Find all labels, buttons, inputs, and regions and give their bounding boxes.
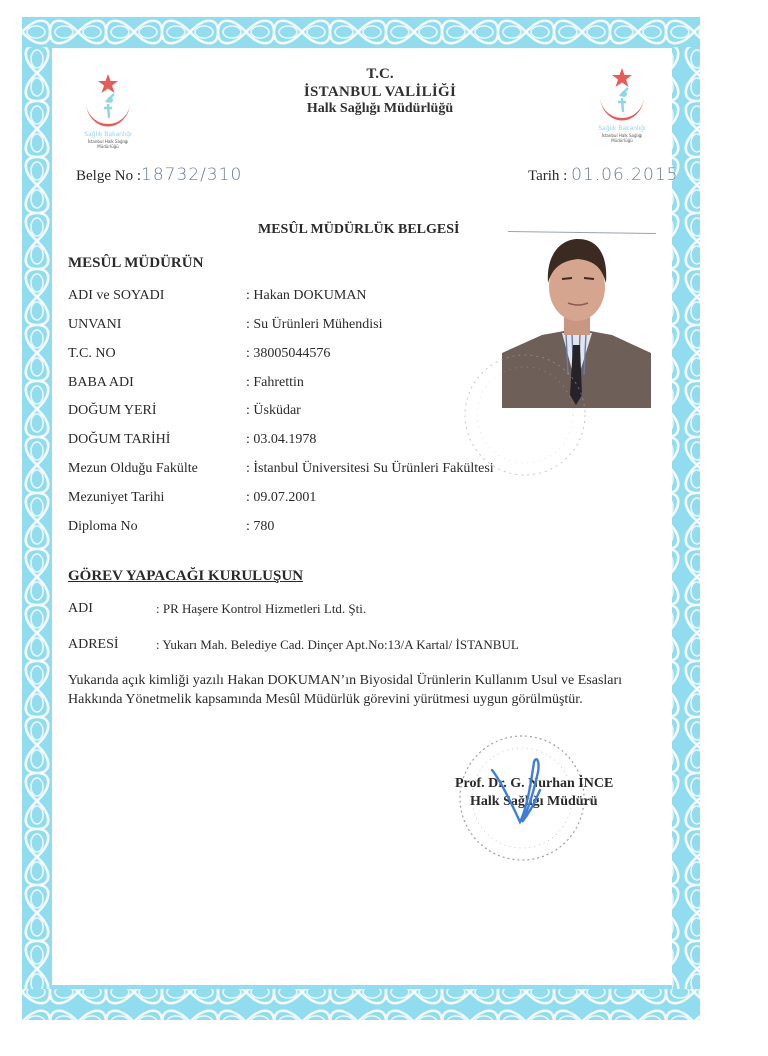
approval-statement: Yukarıda açık kimliği yazılı Hakan DOKUMAN’ın Biyosidal Ürünlerin Kullanım Usul ve Esasları Hakkında Yönetmelik kapsamında Mesûl Müdürlük görevini yürütmesi uygun görülmüştür.: [68, 673, 623, 707]
org-field-label: ADRESİ: [68, 637, 119, 652]
header-tc: T.C.: [366, 66, 394, 82]
handwritten-signature: [490, 750, 550, 830]
svg-text:Sağlık Bakanlığı: Sağlık Bakanlığı: [84, 131, 132, 138]
org-field-label: ADI: [68, 601, 93, 616]
official-stamp-faint: [455, 345, 595, 485]
field-label: UNVANI: [68, 317, 122, 332]
document-date-value: 01.06.2015: [571, 165, 679, 185]
field-label: DOĞUM TARİHİ: [68, 432, 171, 447]
document-number-label: Belge No :: [76, 168, 141, 184]
manager-section-title: MESÛL MÜDÜRÜN: [68, 255, 204, 271]
document-date-label: Tarih :: [528, 168, 568, 184]
svg-text:İstanbul Halk Sağlığı: İstanbul Halk Sağlığı: [87, 139, 129, 144]
header-governorship: İSTANBUL VALİLİĞİ: [303, 84, 457, 100]
field-label: BABA ADI: [68, 375, 134, 390]
field-label: Diploma No: [68, 519, 138, 534]
field-value: : Üsküdar: [246, 403, 301, 418]
document-number: [76, 165, 242, 185]
svg-text:Müdürlüğü: Müdürlüğü: [611, 138, 633, 143]
svg-text:Sağlık Bakanlığı: Sağlık Bakanlığı: [598, 125, 646, 132]
document-number-value: 18732/310: [141, 165, 243, 185]
field-value: : İstanbul Üniversitesi Su Ürünleri Fakültesi: [246, 461, 494, 476]
field-value: : Fahrettin: [246, 375, 304, 390]
organization-section-title: GÖREV YAPACAĞI KURULUŞUN: [68, 568, 304, 584]
org-field-value: : PR Haşere Kontrol Hizmetleri Ltd. Şti.: [156, 601, 367, 616]
health-ministry-logo-right: [582, 66, 662, 146]
org-field-value: : Yukarı Mah. Belediye Cad. Dinçer Apt.No:13/A Kartal/ İSTANBUL: [156, 637, 519, 652]
field-value: : 09.07.2001: [246, 490, 317, 505]
document-date: [528, 165, 678, 185]
field-label: DOĞUM YERİ: [68, 403, 157, 418]
field-label: Mezuniyet Tarihi: [68, 490, 165, 505]
document-title: MESÛL MÜDÜRLÜK BELGESİ: [258, 222, 460, 237]
field-value: : 38005044576: [246, 346, 331, 361]
svg-text:Müdürlüğü: Müdürlüğü: [97, 144, 119, 149]
field-value: : Su Ürünleri Mühendisi: [246, 317, 383, 332]
field-label: ADI ve SOYADI: [68, 288, 165, 303]
field-value: : 780: [246, 519, 275, 534]
field-value: : Hakan DOKUMAN: [246, 288, 367, 303]
health-ministry-logo-left: [68, 72, 148, 152]
signatory-title: Halk Sağlığı Müdürü: [470, 794, 598, 809]
svg-text:İstanbul Halk Sağlığı: İstanbul Halk Sağlığı: [601, 133, 643, 138]
field-value: : 03.04.1978: [246, 432, 317, 447]
header-directorate: Halk Sağlığı Müdürlüğü: [306, 101, 454, 116]
signatory-name: Prof. Dr. G. Nurhan İNCE: [455, 776, 614, 791]
field-label: T.C. NO: [68, 346, 116, 361]
field-label: Mezun Olduğu Fakülte: [68, 461, 198, 476]
